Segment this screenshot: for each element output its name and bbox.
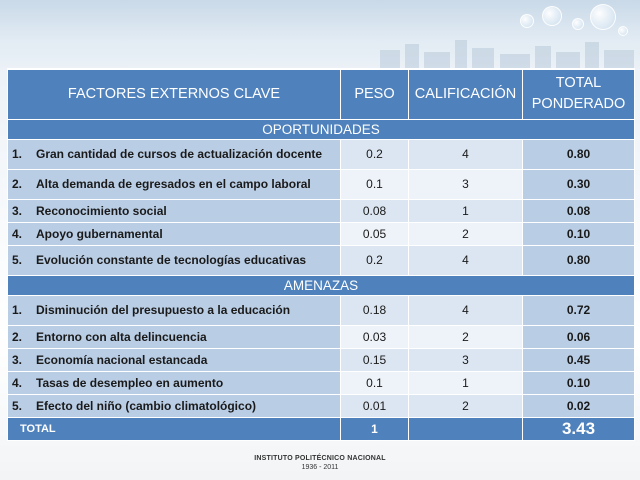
external-factors-matrix (7, 68, 635, 441)
total-ponderado-value: 3.43 (523, 417, 635, 440)
total-row (8, 417, 635, 440)
total-cell: 0.45 (523, 348, 635, 371)
peso-cell: 0.1 (341, 371, 409, 394)
factor-cell (8, 348, 341, 371)
header-total-line1: TOTAL (555, 75, 602, 92)
factor-cell (8, 371, 341, 394)
bubble-icon (572, 18, 584, 30)
peso-cell: 0.01 (341, 394, 409, 417)
total-cell: 0.80 (523, 139, 635, 169)
factor-cell (8, 394, 341, 417)
factor-text: Apoyo gubernamental (36, 226, 163, 241)
row-number: 5. (12, 253, 23, 267)
total-cell: 0.80 (523, 245, 635, 275)
factor-cell (8, 139, 341, 169)
factor-text: Entorno con alta delincuencia (36, 329, 207, 344)
peso-cell: 0.08 (341, 199, 409, 222)
institution-years: 1936 - 2011 (301, 464, 339, 471)
table-row (8, 245, 635, 275)
factor-cell (8, 222, 341, 245)
calificacion-cell: 2 (409, 394, 523, 417)
bubble-icon (520, 14, 534, 28)
header-calificacion: CALIFICACIÓN (409, 69, 523, 119)
row-number: 2. (12, 329, 23, 344)
table-row (8, 371, 635, 394)
row-number: 5. (12, 398, 23, 413)
header-total-ponderado (523, 69, 635, 119)
factor-text: Evolución constante de tecnologías educativas (36, 253, 307, 267)
total-cell: 0.02 (523, 394, 635, 417)
peso-cell: 0.2 (341, 245, 409, 275)
row-number: 4. (12, 375, 23, 390)
peso-cell: 0.05 (341, 222, 409, 245)
header-peso: PESO (341, 69, 409, 119)
factor-cell (8, 325, 341, 348)
section-header-amenazas (8, 275, 635, 295)
calificacion-cell: 1 (409, 371, 523, 394)
peso-cell: 0.2 (341, 139, 409, 169)
total-cell: 0.30 (523, 169, 635, 199)
factor-text: Efecto del niño (cambio climatológico) (36, 398, 257, 413)
table-row (8, 394, 635, 417)
peso-cell: 0.15 (341, 348, 409, 371)
table-row (8, 348, 635, 371)
institution-name: INSTITUTO POLITÉCNICO NACIONAL (254, 455, 386, 462)
factor-text: Economía nacional estancada (36, 352, 208, 367)
peso-cell: 0.18 (341, 295, 409, 325)
row-number: 2. (12, 177, 23, 191)
factor-text: Gran cantidad de cursos de actualización docente (36, 147, 323, 161)
calificacion-cell: 2 (409, 325, 523, 348)
bubbles-decoration (520, 4, 630, 52)
peso-cell: 0.1 (341, 169, 409, 199)
bubble-icon (590, 4, 616, 30)
header-factor: FACTORES EXTERNOS CLAVE (8, 69, 341, 119)
row-number: 3. (12, 203, 23, 218)
factor-cell (8, 169, 341, 199)
total-cell: 0.72 (523, 295, 635, 325)
calificacion-cell: 4 (409, 139, 523, 169)
calificacion-cell: 3 (409, 169, 523, 199)
total-cell: 0.06 (523, 325, 635, 348)
slide-footer (0, 454, 640, 472)
total-label: TOTAL (8, 417, 341, 440)
calificacion-cell: 2 (409, 222, 523, 245)
bubble-icon (618, 26, 628, 36)
total-cell: 0.10 (523, 371, 635, 394)
total-peso: 1 (341, 417, 409, 440)
calificacion-cell: 1 (409, 199, 523, 222)
table-row (8, 169, 635, 199)
row-number: 4. (12, 226, 23, 241)
bubble-icon (542, 6, 562, 26)
factor-cell (8, 295, 341, 325)
section-title: OPORTUNIDADES (8, 119, 635, 139)
factor-cell (8, 245, 341, 275)
calificacion-cell: 4 (409, 245, 523, 275)
table-row (8, 199, 635, 222)
row-number: 3. (12, 352, 23, 367)
table-row (8, 295, 635, 325)
table-row (8, 325, 635, 348)
total-calificacion-empty (409, 417, 523, 440)
calificacion-cell: 4 (409, 295, 523, 325)
factor-text: Alta demanda de egresados en el campo laboral (36, 177, 311, 191)
total-cell: 0.08 (523, 199, 635, 222)
factor-text: Tasas de desempleo en aumento (36, 375, 224, 390)
peso-cell: 0.03 (341, 325, 409, 348)
table-row (8, 139, 635, 169)
section-title: AMENAZAS (8, 275, 635, 295)
table-row (8, 222, 635, 245)
factor-cell (8, 199, 341, 222)
row-number: 1. (12, 147, 23, 161)
total-cell: 0.10 (523, 222, 635, 245)
factor-text: Reconocimiento social (36, 203, 167, 218)
calificacion-cell: 3 (409, 348, 523, 371)
factor-text: Disminución del presupuesto a la educación (36, 303, 291, 317)
row-number: 1. (12, 303, 23, 317)
header-total-line2: PONDERADO (531, 96, 626, 113)
table-header-row (8, 69, 635, 119)
section-header-oportunidades (8, 119, 635, 139)
